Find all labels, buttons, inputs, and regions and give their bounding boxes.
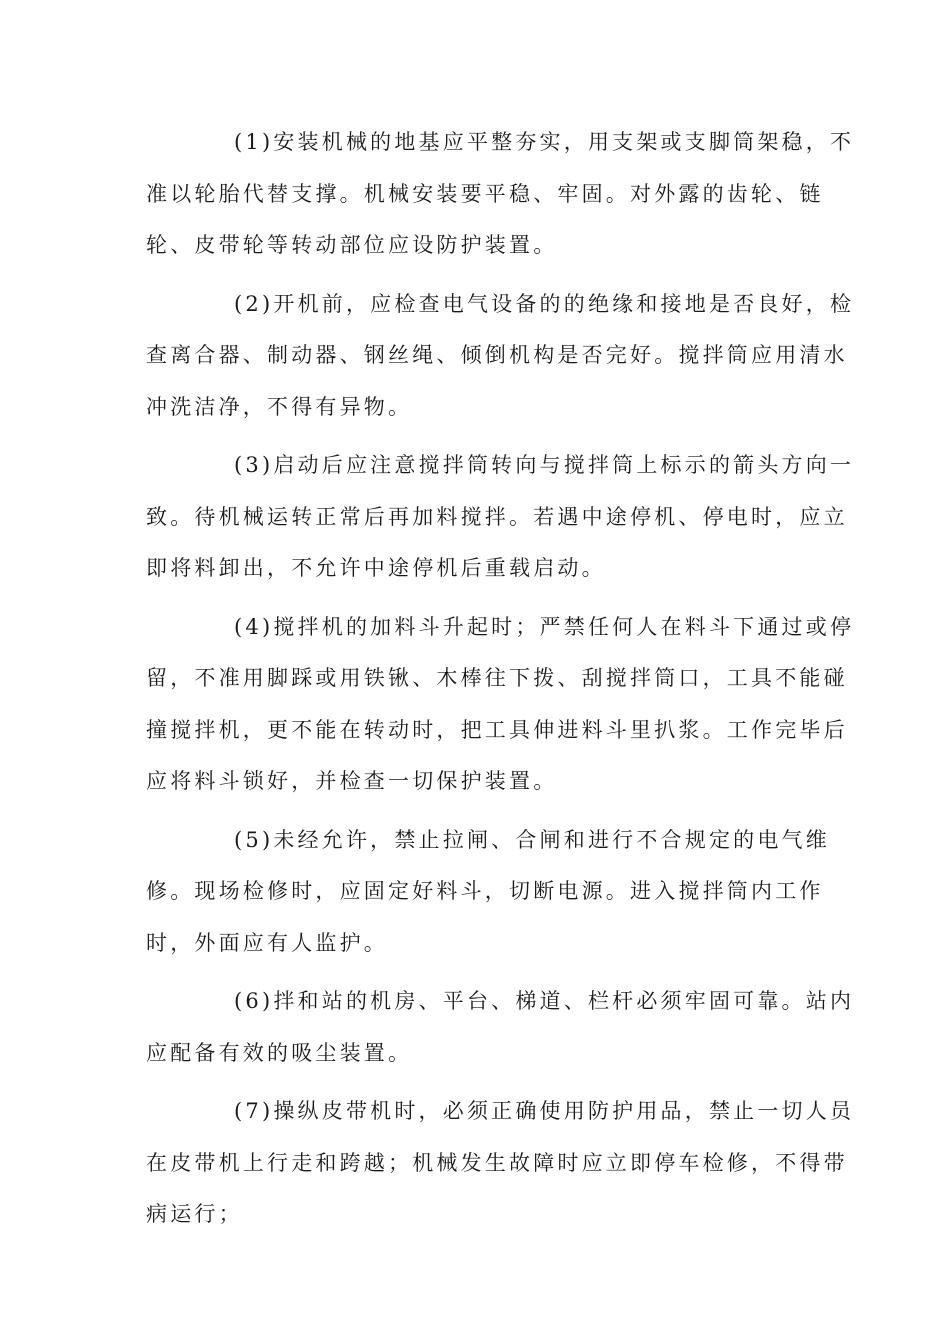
paragraph-line: (3)启动后应注意搅拌筒转向与搅拌筒上标示的箭头方向一: [234, 453, 855, 477]
paragraph-line: 查离合器、制动器、钢丝绳、倾倒机构是否完好。搅拌筒应用清水: [146, 343, 848, 367]
paragraph-4: [146, 602, 855, 808]
paragraph-line: (7)操纵皮带机时，必须正确使用防护用品，禁止一切人员: [234, 1099, 855, 1123]
paragraph-line: 致。待机械运转正常后再加料搅拌。若遇中途停机、停电时，应立: [146, 504, 848, 529]
paragraph-line: 撞搅拌机，更不能在转动时，把工具伸进料斗里扒浆。工作完毕后: [146, 717, 848, 742]
paragraph-line: 准以轮胎代替支撑。机械安装要平稳、牢固。对外露的齿轮、链: [146, 181, 824, 206]
paragraph-6: [146, 976, 855, 1079]
paragraph-line: 留，不准用脚踩或用铁锹、木棒往下拨、刮搅拌筒口，工具不能碰: [146, 666, 848, 690]
paragraph-3: [146, 440, 855, 595]
paragraph-line: (6)拌和站的机房、平台、梯道、栏杆必须牢固可靠。站内: [234, 989, 855, 1013]
paragraph-line: 即将料卸出，不允许中途停机后重载启动。: [146, 556, 606, 580]
paragraph-5: [146, 815, 830, 970]
paragraph-line: 在皮带机上行走和跨越；机械发生故障时应立即停车检修，不得带: [146, 1150, 848, 1175]
paragraph-line: (5)未经允许，禁止拉闸、合闸和进行不合规定的电气维: [234, 827, 830, 852]
paragraph-line: 冲洗洁净，不得有异物。: [146, 394, 413, 419]
document-body: [146, 117, 855, 1248]
paragraph-2: [146, 279, 855, 434]
paragraph-line: (4)搅拌机的加料斗升起时；严禁任何人在料斗下通过或停: [234, 614, 855, 639]
paragraph-line: 应配备有效的吸尘装置。: [146, 1040, 413, 1065]
paragraph-line: 轮、皮带轮等转动部位应设防护装置。: [146, 233, 558, 257]
paragraph-line: (2)开机前，应检查电气设备的的绝缘和接地是否良好，检: [234, 291, 855, 316]
paragraph-line: 应将料斗锁好，并检查一切保护装置。: [146, 769, 558, 793]
paragraph-line: 时，外面应有人监护。: [146, 930, 388, 955]
paragraph-1: [146, 117, 855, 272]
paragraph-line: 病运行；: [146, 1202, 243, 1226]
paragraph-line: 修。现场检修时，应固定好料斗，切断电源。进入搅拌筒内工作: [146, 879, 824, 903]
paragraph-line: (1)安装机械的地基应平整夯实，用支架或支脚筒架稳，不: [234, 130, 855, 154]
paragraph-7: [146, 1086, 855, 1241]
